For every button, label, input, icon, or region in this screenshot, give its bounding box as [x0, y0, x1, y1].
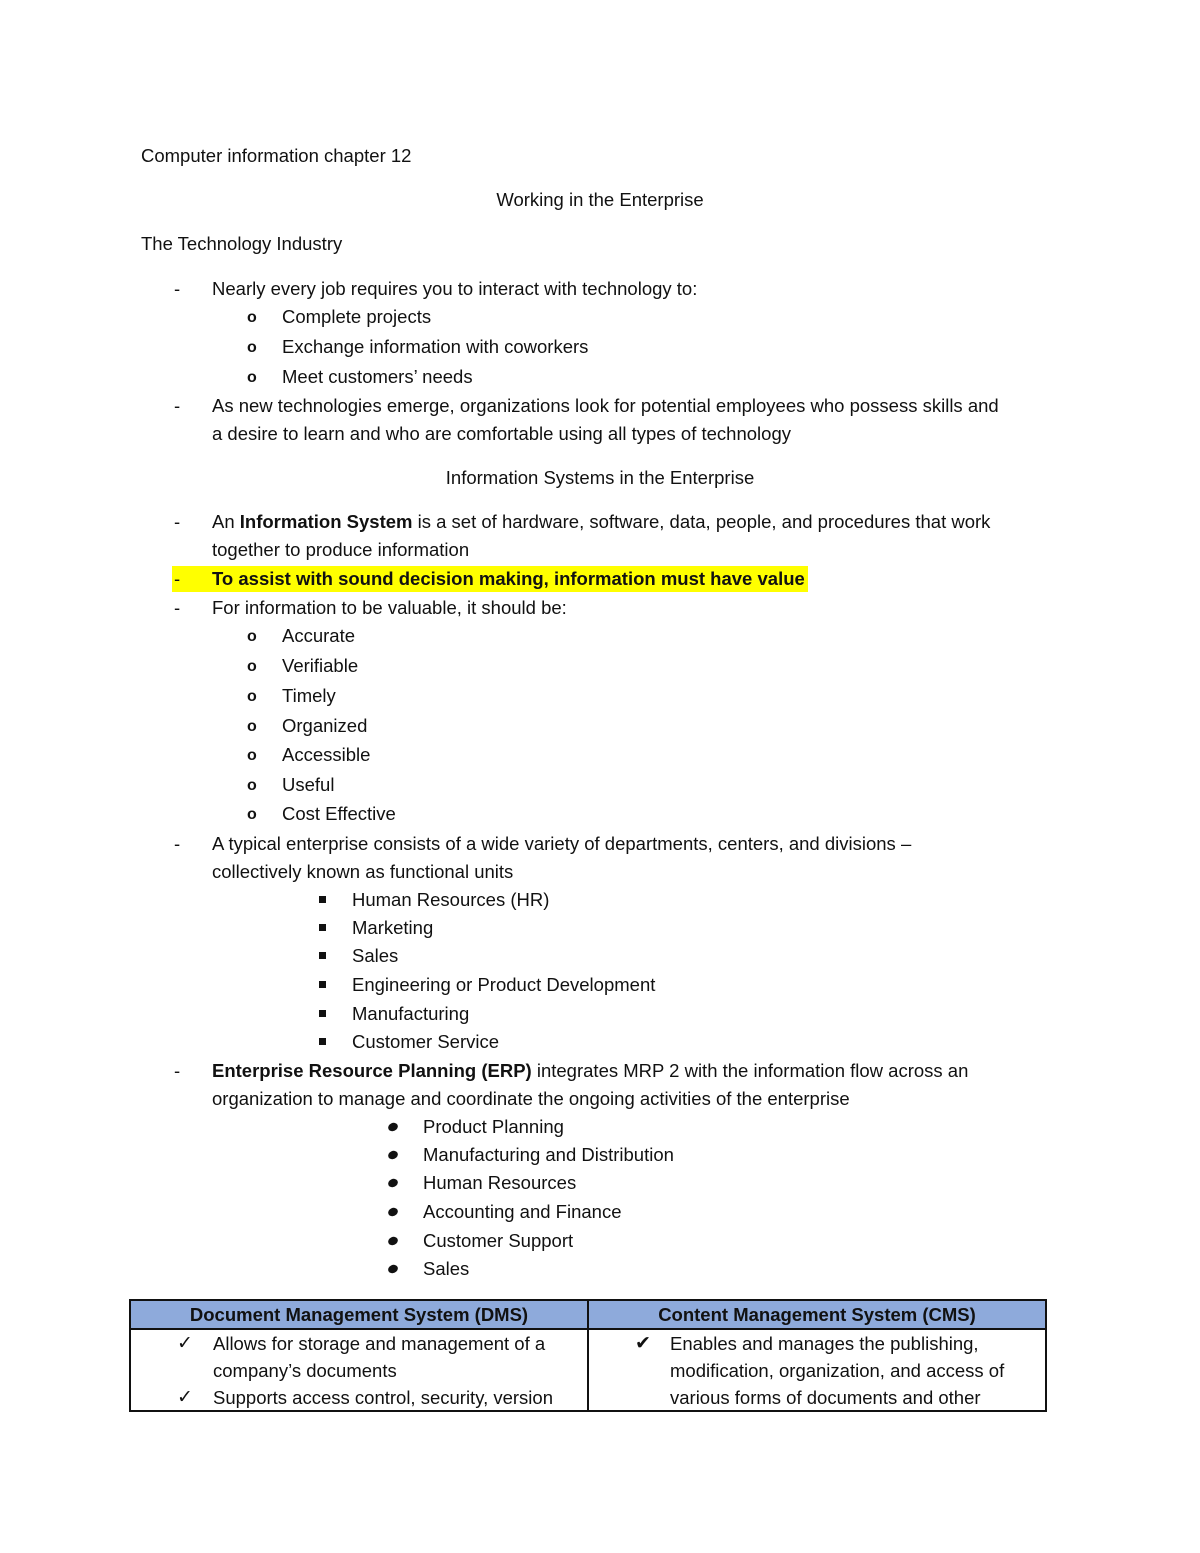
table-header-dms: Document Management System (DMS): [130, 1300, 588, 1329]
sub-list-item: Verifiable: [282, 655, 359, 676]
table-cell-cms: [588, 1329, 1046, 1411]
cell-text-line: Enables and manages the publishing,: [670, 1333, 979, 1354]
square-bullet: [319, 952, 326, 959]
functional-unit-item: Engineering or Product Development: [352, 974, 656, 995]
round-bullet: [387, 1177, 399, 1188]
dash-bullet: -: [174, 1060, 181, 1081]
comparison-table: [129, 1299, 1047, 1412]
sub-list-item: Timely: [282, 685, 336, 706]
section-heading-enterprise: Working in the Enterprise: [496, 189, 704, 210]
erp-item: Manufacturing and Distribution: [423, 1144, 674, 1165]
round-bullet: [387, 1149, 399, 1160]
bold-term: Enterprise Resource Planning (ERP): [212, 1060, 532, 1081]
circle-bullet: o: [247, 688, 257, 705]
functional-unit-item: Manufacturing: [352, 1003, 470, 1024]
dash-bullet: -: [174, 395, 181, 416]
circle-bullet: o: [247, 747, 257, 764]
table-header-cms: Content Management System (CMS): [588, 1300, 1046, 1329]
list-item: Nearly every job requires you to interact with technology to:: [212, 278, 698, 299]
functional-unit-item: Sales: [352, 945, 399, 966]
circle-bullet: o: [247, 309, 257, 326]
sub-list-item: Organized: [282, 715, 368, 736]
circle-bullet: o: [247, 658, 257, 675]
dash-bullet: -: [174, 511, 181, 532]
circle-bullet: o: [247, 369, 257, 386]
sub-list-item: Complete projects: [282, 306, 432, 327]
sub-list-item: Accessible: [282, 744, 371, 765]
list-item-continuation: together to produce information: [212, 539, 470, 560]
square-bullet: [319, 924, 326, 931]
cell-text-line: various forms of documents and other: [670, 1387, 981, 1408]
round-bullet: [387, 1263, 399, 1274]
text-run: is a set of hardware, software, data, people, and procedures that work: [412, 511, 991, 532]
cell-text-line: company’s documents: [213, 1360, 397, 1381]
sub-list-item: Accurate: [282, 625, 356, 646]
list-item: As new technologies emerge, organizations look for potential employees who possess skills and: [212, 395, 999, 416]
dash-bullet: -: [174, 597, 181, 618]
text-run: integrates MRP 2 with the information flow across an: [531, 1060, 969, 1081]
list-item-continuation: collectively known as functional units: [212, 861, 514, 882]
circle-bullet: o: [247, 628, 257, 645]
sub-list-item: Useful: [282, 774, 335, 795]
circle-bullet: o: [247, 777, 257, 794]
erp-item: Customer Support: [423, 1230, 574, 1251]
bold-term: Information System: [239, 511, 413, 532]
square-bullet: [319, 981, 326, 988]
dash-bullet: -: [174, 278, 181, 299]
erp-item: Human Resources: [423, 1172, 577, 1193]
list-item: [212, 1057, 968, 1085]
functional-unit-item: Customer Service: [352, 1031, 500, 1052]
sub-list-item: Exchange information with coworkers: [282, 336, 589, 357]
checkmark-icon: ✔: [635, 1333, 651, 1354]
erp-item: Product Planning: [423, 1116, 564, 1137]
document-title: Computer information chapter 12: [141, 145, 412, 166]
square-bullet: [319, 896, 326, 903]
checkmark-icon: ✓: [177, 1333, 193, 1354]
text-run: An: [212, 511, 240, 532]
highlighted-statement: To assist with sound decision making, information must have value: [212, 568, 805, 589]
circle-bullet: o: [247, 339, 257, 356]
circle-bullet: o: [247, 806, 257, 823]
cell-content: [131, 1330, 587, 1410]
cell-text-line: Supports access control, security, version: [213, 1387, 553, 1408]
section-heading-information-systems: Information Systems in the Enterprise: [445, 467, 755, 488]
table-header-row: [130, 1300, 1046, 1329]
list-item-continuation: a desire to learn and who are comfortable using all types of technology: [212, 423, 791, 444]
erp-item: Accounting and Finance: [423, 1201, 622, 1222]
erp-item: Sales: [423, 1258, 470, 1279]
round-bullet: [387, 1235, 399, 1246]
subheading-technology-industry: The Technology Industry: [141, 233, 343, 254]
checkmark-icon: ✓: [177, 1387, 193, 1408]
dash-bullet: -: [174, 833, 181, 854]
functional-unit-item: Human Resources (HR): [352, 889, 550, 910]
list-item: A typical enterprise consists of a wide variety of departments, centers, and divisions –: [212, 833, 912, 854]
round-bullet: [387, 1206, 399, 1217]
circle-bullet: o: [247, 718, 257, 735]
table-cell-dms: [130, 1329, 588, 1411]
list-item-continuation: organization to manage and coordinate the ongoing activities of the enterprise: [212, 1088, 850, 1109]
sub-list-item: Meet customers’ needs: [282, 366, 473, 387]
cell-text-line: modification, organization, and access of: [670, 1360, 1005, 1381]
table-row: [130, 1329, 1046, 1411]
cell-content: [589, 1330, 1045, 1410]
sub-list-item: Cost Effective: [282, 803, 396, 824]
functional-unit-item: Marketing: [352, 917, 434, 938]
round-bullet: [387, 1121, 399, 1132]
cell-text-line: Allows for storage and management of a: [213, 1333, 546, 1354]
square-bullet: [319, 1038, 326, 1045]
dash-bullet: -: [174, 568, 181, 589]
square-bullet: [319, 1010, 326, 1017]
list-item: [212, 508, 990, 536]
list-item: For information to be valuable, it should be:: [212, 597, 567, 618]
